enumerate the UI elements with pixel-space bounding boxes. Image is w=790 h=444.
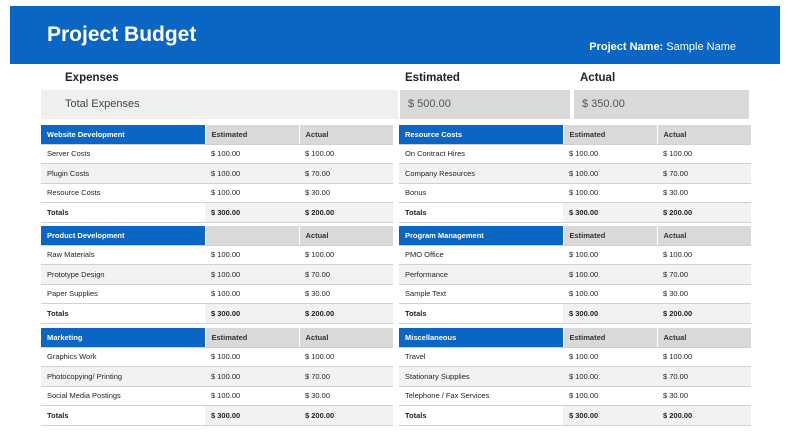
column-header-estimated: Estimated <box>205 125 299 144</box>
estimated-cell: $ 100.00 <box>563 367 657 387</box>
expenses-heading: Expenses <box>65 72 119 84</box>
actual-cell: $ 100.00 <box>657 144 751 164</box>
table-row <box>41 367 393 387</box>
row-label: PMO Office <box>399 245 563 265</box>
totals-label: Totals <box>399 406 563 426</box>
table-row <box>399 265 751 285</box>
column-header-estimated <box>205 226 299 245</box>
row-label: Performance <box>399 265 563 285</box>
table-title: Marketing <box>41 328 205 347</box>
estimated-cell: $ 100.00 <box>205 164 299 184</box>
totals-row <box>41 203 393 223</box>
totals-actual: $ 200.00 <box>657 406 751 426</box>
actual-cell: $ 30.00 <box>299 386 393 406</box>
estimated-cell: $ 100.00 <box>205 144 299 164</box>
actual-cell: $ 70.00 <box>657 367 751 387</box>
column-header-actual: Actual <box>657 328 751 347</box>
totals-actual: $ 200.00 <box>657 203 751 223</box>
page-title: Project Budget <box>47 23 197 46</box>
estimated-heading: Estimated <box>405 72 460 84</box>
row-label: Sample Text <box>399 284 563 304</box>
row-label: Stationary Supplies <box>399 367 563 387</box>
row-label: Raw Materials <box>41 245 205 265</box>
table-row <box>41 386 393 406</box>
column-header-actual: Actual <box>657 226 751 245</box>
totals-estimated: $ 300.00 <box>205 406 299 426</box>
estimated-cell: $ 100.00 <box>563 265 657 285</box>
estimated-cell: $ 100.00 <box>563 284 657 304</box>
table-row <box>41 265 393 285</box>
table-row <box>399 245 751 265</box>
table-header-row <box>41 328 393 347</box>
actual-cell: $ 30.00 <box>657 386 751 406</box>
table-header-row <box>399 328 751 347</box>
totals-estimated: $ 300.00 <box>205 203 299 223</box>
project-name <box>589 41 736 53</box>
table-title: Resource Costs <box>399 125 563 144</box>
table-resource-costs <box>399 125 751 223</box>
estimated-cell: $ 100.00 <box>205 183 299 203</box>
estimated-cell: $ 100.00 <box>563 144 657 164</box>
table-product-development <box>41 226 393 324</box>
title-banner <box>10 6 780 64</box>
table-miscellaneous <box>399 328 751 426</box>
column-header-estimated: Estimated <box>563 226 657 245</box>
table-row <box>399 284 751 304</box>
row-label: Company Resources <box>399 164 563 184</box>
total-estimated-value: $ 500.00 <box>400 90 570 119</box>
table-title: Program Management <box>399 226 563 245</box>
totals-label: Totals <box>41 203 205 223</box>
table-row <box>41 284 393 304</box>
estimated-cell: $ 100.00 <box>205 245 299 265</box>
actual-cell: $ 100.00 <box>299 347 393 367</box>
row-label: Telephone / Fax Services <box>399 386 563 406</box>
row-label: Server Costs <box>41 144 205 164</box>
project-name-value: Sample Name <box>663 41 736 53</box>
total-expenses-label: Total Expenses <box>65 98 140 110</box>
row-label: Paper Supplies <box>41 284 205 304</box>
estimated-cell: $ 100.00 <box>563 183 657 203</box>
table-row <box>399 164 751 184</box>
row-label: On Contract Hires <box>399 144 563 164</box>
estimated-cell: $ 100.00 <box>563 245 657 265</box>
actual-cell: $ 30.00 <box>657 284 751 304</box>
totals-actual: $ 200.00 <box>299 203 393 223</box>
table-title: Website Development <box>41 125 205 144</box>
column-header-estimated: Estimated <box>205 328 299 347</box>
totals-estimated: $ 300.00 <box>205 304 299 324</box>
column-header-actual: Actual <box>299 226 393 245</box>
actual-cell: $ 70.00 <box>299 164 393 184</box>
totals-label: Totals <box>41 304 205 324</box>
estimated-cell: $ 100.00 <box>205 284 299 304</box>
table-row <box>399 386 751 406</box>
actual-cell: $ 100.00 <box>657 245 751 265</box>
estimated-cell: $ 100.00 <box>205 367 299 387</box>
project-name-label: Project Name: <box>589 41 664 53</box>
table-title: Product Development <box>41 226 205 245</box>
estimated-cell: $ 100.00 <box>563 164 657 184</box>
actual-cell: $ 100.00 <box>657 347 751 367</box>
table-row <box>399 367 751 387</box>
totals-row <box>41 304 393 324</box>
estimated-cell: $ 100.00 <box>563 347 657 367</box>
column-header-actual: Actual <box>299 328 393 347</box>
actual-cell: $ 70.00 <box>299 265 393 285</box>
actual-cell: $ 70.00 <box>299 367 393 387</box>
table-row <box>399 144 751 164</box>
table-website-development <box>41 125 393 223</box>
row-label: Resource Costs <box>41 183 205 203</box>
totals-row <box>399 203 751 223</box>
row-label: Travel <box>399 347 563 367</box>
totals-estimated: $ 300.00 <box>563 203 657 223</box>
total-actual-value: $ 350.00 <box>574 90 749 119</box>
estimated-cell: $ 100.00 <box>205 265 299 285</box>
totals-label: Totals <box>399 203 563 223</box>
table-row <box>41 164 393 184</box>
totals-estimated: $ 300.00 <box>563 304 657 324</box>
table-row <box>41 245 393 265</box>
table-program-management <box>399 226 751 324</box>
column-header-estimated: Estimated <box>563 125 657 144</box>
column-header-estimated: Estimated <box>563 328 657 347</box>
table-row <box>399 183 751 203</box>
actual-heading: Actual <box>580 72 616 84</box>
table-row <box>41 144 393 164</box>
actual-cell: $ 30.00 <box>299 284 393 304</box>
totals-actual: $ 200.00 <box>299 406 393 426</box>
column-header-actual: Actual <box>657 125 751 144</box>
actual-cell: $ 70.00 <box>657 164 751 184</box>
table-row <box>41 347 393 367</box>
totals-label: Totals <box>41 406 205 426</box>
estimated-cell: $ 100.00 <box>563 386 657 406</box>
totals-row <box>41 406 393 426</box>
actual-cell: $ 30.00 <box>657 183 751 203</box>
row-label: Plugin Costs <box>41 164 205 184</box>
totals-estimated: $ 300.00 <box>563 406 657 426</box>
table-header-row <box>41 226 393 245</box>
table-marketing <box>41 328 393 426</box>
table-row <box>41 183 393 203</box>
row-label: Social Media Postings <box>41 386 205 406</box>
totals-label: Totals <box>399 304 563 324</box>
actual-cell: $ 100.00 <box>299 144 393 164</box>
table-header-row <box>399 226 751 245</box>
actual-cell: $ 30.00 <box>299 183 393 203</box>
actual-cell: $ 100.00 <box>299 245 393 265</box>
row-label: Bonus <box>399 183 563 203</box>
actual-cell: $ 70.00 <box>657 265 751 285</box>
table-header-row <box>41 125 393 144</box>
row-label: Graphics Work <box>41 347 205 367</box>
totals-actual: $ 200.00 <box>299 304 393 324</box>
totals-row <box>399 304 751 324</box>
table-title: Miscellaneous <box>399 328 563 347</box>
totals-row <box>399 406 751 426</box>
column-header-actual: Actual <box>299 125 393 144</box>
table-row <box>399 347 751 367</box>
row-label: Prototype Design <box>41 265 205 285</box>
row-label: Photocopying/ Printing <box>41 367 205 387</box>
estimated-cell: $ 100.00 <box>205 347 299 367</box>
estimated-cell: $ 100.00 <box>205 386 299 406</box>
table-header-row <box>399 125 751 144</box>
totals-actual: $ 200.00 <box>657 304 751 324</box>
